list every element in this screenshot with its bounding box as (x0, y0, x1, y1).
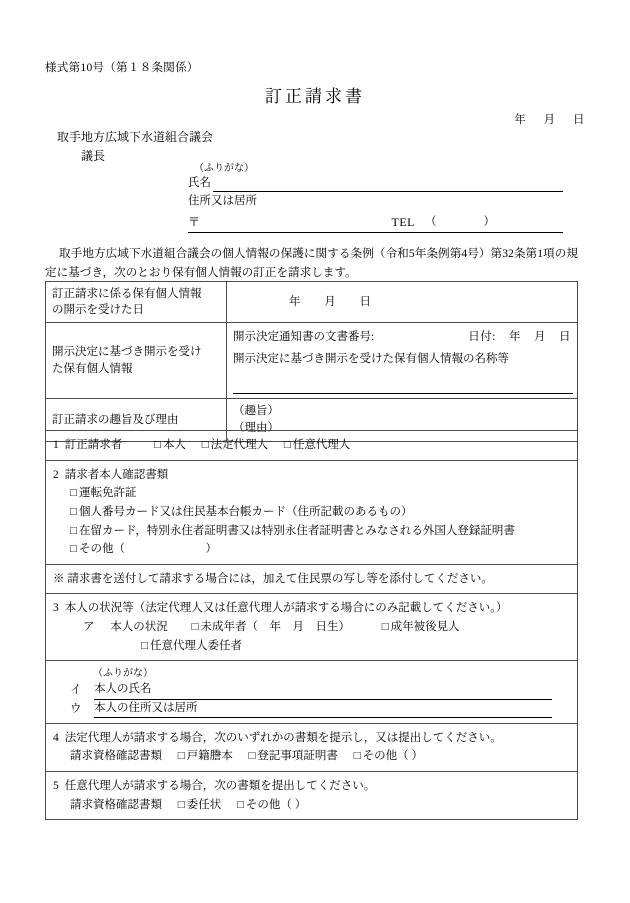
section-3-item-a-row (53, 618, 570, 637)
section-3-title-line (53, 599, 570, 618)
notice-date-group[interactable] (468, 327, 571, 349)
section-4-title: 法定代理人が請求する場合，次のいずれかの書類を提示し，又は提出してください。 (64, 731, 502, 744)
row-label-held-info (46, 323, 227, 399)
applicant-address-label: 住所又は居所 (188, 195, 257, 208)
section-3-item-u-row (53, 700, 570, 718)
section-2-note: ※ 請求書を送付して請求する場合には，加えて住民票の写し等を添付してください。 (53, 572, 493, 585)
table-row (46, 282, 578, 323)
row-label-disclosure-date (46, 282, 227, 323)
submission-date-line (514, 112, 585, 129)
section-2-option-1: 個人番号カード又は住民基本台帳カード（住所記載のあるもの） (78, 505, 413, 518)
section-5-title-line (53, 777, 570, 796)
section-5-cell (46, 772, 578, 820)
applicant-zip-tel-row (188, 214, 563, 233)
section-5-options-row (53, 796, 570, 815)
checkbox-icon[interactable]: □ (70, 524, 77, 537)
purpose-label: （趣旨） (233, 404, 279, 417)
section-5-title: 任意代理人が請求する場合，次の書類を提出してください。 (64, 780, 376, 792)
applicant-tel-input[interactable]: （ ） (425, 216, 503, 229)
table-row (46, 661, 578, 724)
section-3-item-i-mark: イ (70, 684, 82, 697)
date-month-label: 月 (543, 114, 556, 126)
section-2-cell (46, 460, 578, 564)
page-title: 訂正請求書 (265, 87, 365, 106)
applicant-name-label: 氏名 (188, 177, 211, 189)
disclosure-date-month: 月 (324, 295, 336, 308)
section-3-item-i-row (53, 681, 570, 699)
section-1-option-0: 本人 (162, 439, 186, 451)
section-1-line (53, 436, 570, 455)
section-5-number: 5 (53, 780, 59, 792)
section-3-number: 3 (53, 602, 59, 615)
applicant-name-input[interactable] (213, 178, 563, 192)
section-1-title: 訂正請求者 (64, 439, 123, 451)
applicant-tel-label: TEL (391, 214, 415, 229)
row-label-purpose-reason: 訂正請求の趣旨及び理由 (46, 398, 227, 442)
disclosure-info-table (45, 281, 578, 442)
addressee-block (57, 128, 213, 165)
notice-date-label: 日付: (468, 331, 496, 344)
row-label-line2: た保有個人情報 (52, 362, 133, 375)
date-day-label: 日 (573, 114, 585, 126)
postal-mark-icon: 〒 (188, 214, 201, 229)
table-row (46, 564, 578, 594)
section-4-doc-label: 請求資格確認書類 (70, 750, 162, 763)
section-2-option-row-3 (53, 540, 570, 559)
held-info-cell (227, 323, 578, 399)
checkbox-icon[interactable]: □ (283, 439, 291, 451)
section-3-item-u-mark: ウ (70, 702, 82, 715)
section-3-item-a-option-3-row (53, 637, 570, 656)
held-info-name-input[interactable] (233, 379, 573, 394)
notice-date-year: 年 (509, 331, 521, 344)
section-4-option-2[interactable]: その他（ ） (362, 750, 423, 763)
legal-statement-line1: 取手地方広域下水道組合議会の個人情報の保護に関する条例（令和5年条例第4号）第32条第1項の (59, 247, 567, 260)
section-4-options-row (53, 747, 570, 766)
section-4-option-0: 戸籍謄本 (186, 750, 233, 763)
section-4-cell (46, 723, 578, 771)
section-4-title-line (53, 729, 570, 748)
section-3-item-a-label: 本人の状況 (110, 621, 168, 633)
addressee-organization: 取手地方広域下水道組合議会 (57, 130, 214, 144)
section-2-option-row-2 (53, 522, 570, 541)
row-label-line1: 開示決定に基づき開示を受け (52, 346, 202, 359)
section-2-option-0: 運転免許証 (78, 487, 137, 500)
checkbox-icon[interactable]: □ (191, 621, 199, 633)
checkbox-icon[interactable]: □ (381, 621, 389, 633)
disclosure-date-input[interactable] (227, 282, 578, 323)
legal-statement (45, 245, 578, 282)
legal-statement-line2: 規定に基づき，次のとおり保有個人情報の訂正を請求します。 (45, 247, 578, 279)
checkbox-icon[interactable]: □ (141, 639, 148, 652)
section-1-option-2: 任意代理人 (292, 439, 351, 451)
checkbox-icon[interactable]: □ (70, 505, 77, 518)
form-number: 様式第10号（第１８条関係） (45, 62, 199, 74)
section-2-number: 2 (53, 468, 59, 481)
section-2-option-row-0 (53, 484, 570, 503)
section-2-option-row-1 (53, 503, 570, 522)
section-5-doc-label: 請求資格確認書類 (70, 798, 162, 811)
document-number-line (233, 327, 571, 349)
table-row (46, 431, 578, 461)
checkbox-icon[interactable]: □ (236, 798, 244, 811)
section-3-item-a-option-2: 成年被後見人 (390, 621, 460, 633)
checkbox-icon[interactable]: □ (177, 798, 185, 811)
section-4-option-1: 登記事項証明書 (257, 750, 338, 763)
section-2-title-line (53, 466, 570, 485)
row-label-line2: の開示を受けた日 (52, 304, 144, 317)
section-5-option-0: 委任状 (186, 798, 222, 811)
table-row (46, 594, 578, 661)
notice-date-month: 月 (534, 331, 546, 344)
checkbox-icon[interactable]: □ (201, 439, 209, 451)
row-label-line1: 訂正請求に係る保有個人情報 (52, 288, 202, 300)
addressee-recipient: 議長 (81, 148, 106, 163)
applicant-name-row (188, 175, 563, 192)
disclosure-date-year: 年 (289, 295, 301, 308)
section-3-title: 本人の状況等（法定代理人又は任意代理人が請求する場合にのみ記載してください。） (64, 602, 508, 615)
applicant-block (188, 162, 563, 233)
held-info-name-label: 開示決定に基づき開示を受けた保有個人情報の名称等 (233, 353, 509, 366)
table-row (46, 323, 578, 399)
notice-date-day: 日 (559, 331, 571, 344)
checkbox-icon[interactable]: □ (70, 543, 77, 556)
section-3-item-u-input[interactable]: 本人の住所又は居所 (94, 700, 552, 718)
section-1-number: 1 (53, 439, 59, 451)
checkbox-icon[interactable]: □ (154, 439, 161, 451)
section-3-person-cell (46, 661, 578, 724)
date-year-label: 年 (514, 114, 527, 126)
applicant-furigana-label: （ふりがな） (194, 163, 254, 174)
table-row (46, 460, 578, 564)
checkbox-icon[interactable]: □ (177, 750, 185, 763)
section-3-furigana-label: （ふりがな） (93, 668, 153, 680)
section-5-option-1[interactable]: その他（ ） (245, 798, 307, 811)
section-4-number: 4 (53, 731, 59, 744)
checkbox-icon[interactable]: □ (248, 750, 256, 763)
checkbox-icon[interactable]: □ (70, 487, 77, 500)
section-3-item-a-mark: ア (83, 621, 95, 633)
section-2-option-2: 在留カード，特別永住者証明書又は特別永住者証明書とみなされる外国人登録証明書 (78, 524, 515, 537)
section-3-item-a-option-1[interactable]: 未成年者（ 年 月 日生） (200, 621, 350, 633)
checkbox-icon[interactable]: □ (353, 750, 361, 763)
applicant-details-table (45, 430, 578, 820)
section-2-note-cell (46, 564, 578, 594)
section-2-title: 請求者本人確認書類 (64, 468, 169, 481)
section-3-item-a-option-3: 任意代理人委任者 (149, 639, 242, 652)
reason-label: （理由） (233, 422, 279, 435)
disclosure-date-day: 日 (359, 295, 371, 308)
document-number-label: 開示決定通知書の文書番号: (233, 331, 375, 344)
section-1-option-1: 法定代理人 (210, 439, 269, 451)
table-row (46, 772, 578, 820)
table-row (46, 723, 578, 771)
section-2-option-3[interactable]: その他（ ） (78, 543, 217, 556)
section-3-cell (46, 594, 578, 661)
section-1-cell (46, 431, 578, 461)
section-3-item-i-input[interactable]: 本人の氏名 (94, 681, 552, 699)
